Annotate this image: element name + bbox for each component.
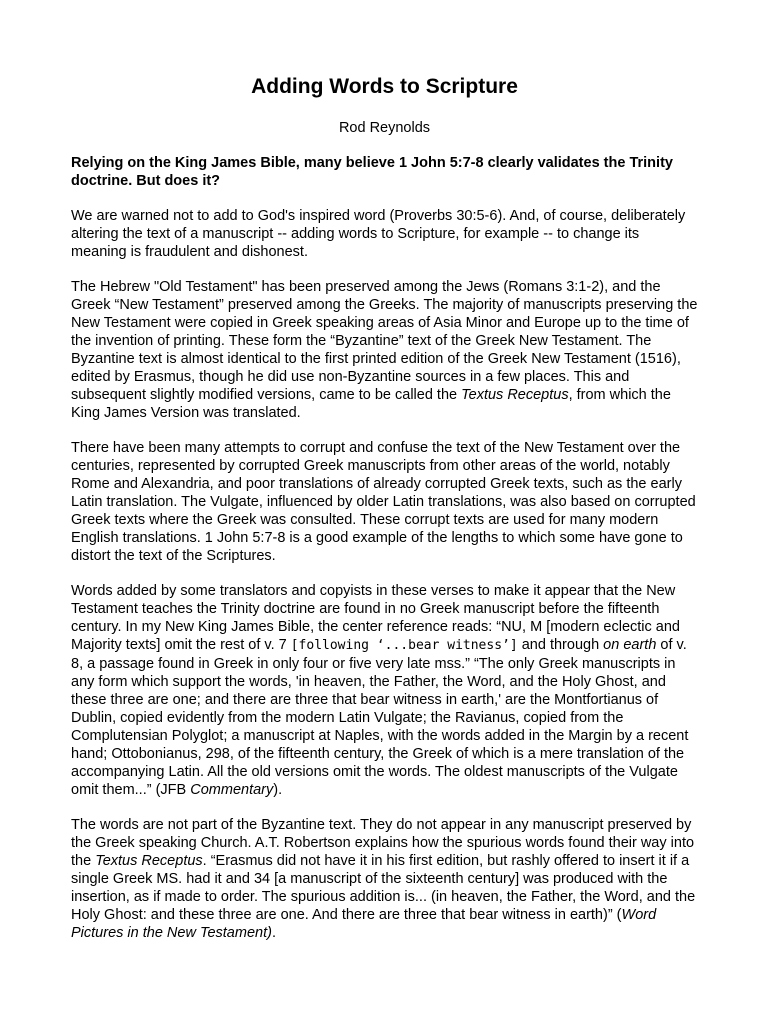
paragraph-1: We are warned not to add to God's inspired word (Proverbs 30:5-6). And, of course, deliberately altering the text of a manuscript -- adding words to Scripture, for example -- to change its meaning is fraudulent and dishonest. (71, 208, 686, 260)
p4-text-c: of v. 8, a passage found in Greek in only four or five very late mss.” “The only Greek manuscripts in any form which support the words, 'in heaven, the Father, the Word, and the Holy Ghost, and these three are one; and there are three that bear witness in earth,' are the Montfortianus of Dublin, copied evidently from the modern Latin Vulgate; the Ravianus, copied from the Complutensian Polyglot; a manuscript at Naples, with the words added in the Margin by a recent hand; Ottobonianus, 298, of the fifteenth century, the Greek of which is a mere translation of the accompanying Latin. All the old versions omit the words. The oldest manuscripts of the Vulgate omit them...” (JFB (71, 637, 689, 798)
paragraph-3: There have been many attempts to corrupt and confuse the text of the New Testament over the centuries, represented by corrupted Greek manuscripts from other areas of the world, notably Rome and Alexandria, and poor translations of already corrupted Greek texts, such as the early Latin translation. The Vulgate, influenced by older Latin translations, was also based on corrupted Greek texts where the Greek was consulted. These corrupt texts are used for many modern English translations. 1 John 5:7-8 is a good example of the lengths to which some have gone to distort the text of the Scriptures. (71, 440, 696, 564)
paragraph-2 (71, 278, 698, 422)
p4-text-b: and through (517, 637, 604, 653)
paragraph-5 (71, 816, 698, 942)
p5-text-c: . (271, 925, 276, 941)
p4-text-a: Words added by some translators and copyists in these verses to make it appear that the New Testament teaches the Trinity doctrine are found in no Greek manuscript before the fifteenth century. In my New King James Bible, the center reference reads: “NU, M [modern eclectic and Majority texts] omit the rest of v. 7 (71, 583, 680, 653)
p5-text-b: . “Erasmus did not have it in his first edition, but rashly offered to insert it if a single Greek MS. had it and 34 [a manuscript of the sixteenth century] was produced with the insertion, as if made to order. The spurious addition is... (in heaven, the Father, the Word, and the Holy Ghost: and these three are one. And there are three that bear witness in earth)” ( (71, 853, 696, 923)
p4-text-d: ). (273, 782, 283, 798)
p4-italic-1: on earth (603, 637, 657, 653)
paragraph-4 (71, 582, 698, 799)
lead-paragraph: Relying on the King James Bible, many believe 1 John 5:7-8 clearly validates the Trinity doctrine. But does it? (71, 155, 673, 189)
p4-mono: [following ‘...bear witness’] (290, 638, 518, 653)
p2-text-a: The Hebrew "Old Testament" has been preserved among the Jews (Romans 3:1-2), and the Greek “New Testament” preserved among the Greeks. The majority of manuscripts preserving the New Testament were copied in Greek speaking areas of Asia Minor and Europe up to the time of the invention of printing. These form the “Byzantine” text of the Greek New Testament. The Byzantine text is almost identical to the first printed edition of the Greek New Testament (1516), edited by Erasmus, though he did use non-Byzantine sources in a few places. This and subsequent slightly modified versions, came to be called the (71, 279, 698, 403)
author-byline: Rod Reynolds (338, 120, 431, 136)
page-title: Adding Words to Scripture (251, 75, 518, 98)
p5-text-a: The words are not part of the Byzantine text. They do not appear in any manuscript preserved by the Greek speaking Church. A.T. Robertson explains how the spurious words found their way into the (71, 817, 695, 869)
p5-italic-1: Textus Receptus (95, 853, 203, 869)
p5-italic-2: Word Pictures in the New Testament) (71, 907, 657, 941)
p2-text-b: , from which the King James Version was translated. (71, 387, 671, 421)
p2-italic: Textus Receptus (461, 387, 569, 403)
p4-italic-2: Commentary (190, 782, 274, 798)
